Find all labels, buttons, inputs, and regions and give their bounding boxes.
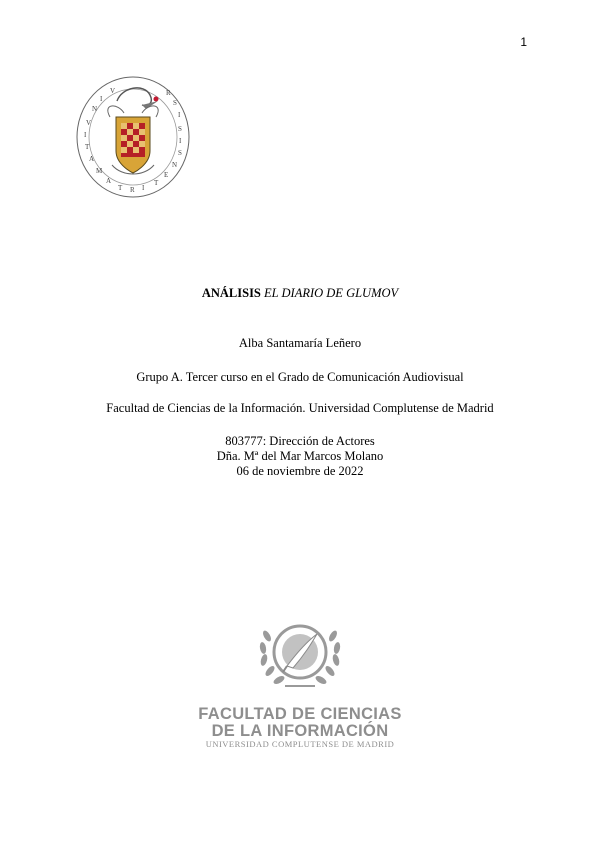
author-name: Alba Santamaría Leñero [238,336,362,350]
svg-text:I: I [178,111,181,119]
svg-text:V: V [110,87,116,95]
svg-text:I: I [100,95,103,103]
course-date: 06 de noviembre de 2022 [236,464,364,478]
document-title [0,286,600,301]
svg-text:R: R [166,89,171,97]
svg-text:S: S [178,149,182,157]
svg-text:R: R [130,186,135,194]
svg-text:S: S [178,125,182,133]
svg-text:E: E [164,171,169,179]
svg-text:I: I [142,184,145,192]
logo-text-line2: DE LA INFORMACIÓN [211,722,389,740]
course-subject: 803777: Dirección de Actores [225,434,375,448]
svg-text:T: T [118,184,123,192]
faculty-line: Facultad de Ciencias de la Información. Universidad Complutense de Madrid [106,401,494,415]
course-teacher: Dña. Mª del Mar Marcos Molano [216,449,384,463]
faculty-emblem-logo [247,614,353,700]
course-info [0,434,600,479]
svg-text:N: N [172,161,178,169]
group-line: Grupo A. Tercer curso en el Grado de Comunicación Audiovisual [136,370,464,384]
logo-text-line1: FACULTAD DE CIENCIAS [198,705,402,723]
title-bold: ANÁLISIS [201,286,261,300]
svg-text:V: V [86,119,92,127]
title-italic: EL DIARIO DE GLUMOV [264,286,399,300]
svg-text:T: T [154,179,159,187]
university-seal-logo [72,73,194,201]
page-number: 1 [520,35,527,49]
svg-text:I: I [84,131,87,139]
svg-text:S: S [173,99,177,107]
svg-text:N: N [92,105,98,113]
logo-text-line3: UNIVERSIDAD COMPLUTENSE DE MADRID [205,739,395,749]
svg-text:A: A [106,177,112,185]
svg-text:T: T [85,143,90,151]
svg-text:A: A [89,155,95,163]
svg-text:M: M [96,167,103,175]
svg-text:I: I [179,137,182,145]
